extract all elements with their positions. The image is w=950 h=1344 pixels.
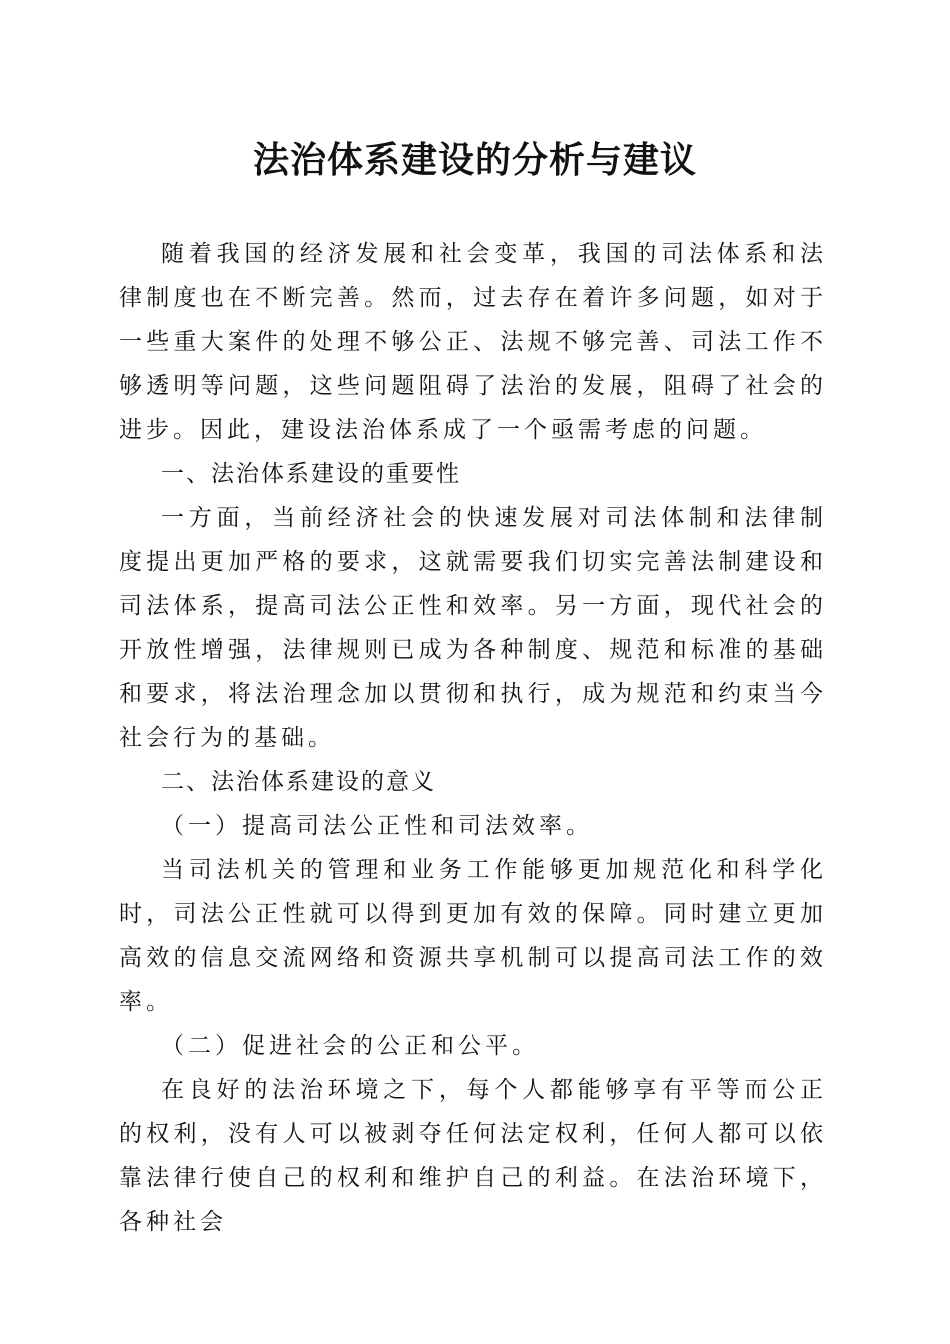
intro-paragraph: 随着我国的经济发展和社会变革，我国的司法体系和法律制度也在不断完善。然而，过去存在着许多问题，如对于一些重大案件的处理不够公正、法规不够完善、司法工作不够透明等问题，这些问题阻碍了法治的发展，阻碍了社会的进步。因此，建设法治体系成了一个亟需考虑的问题。	[119, 241, 827, 443]
subsection-paragraph-justice-efficiency: 当司法机关的管理和业务工作能够更加规范化和科学化时，司法公正性就可以得到更加有效的保障。同时建立更加高效的信息交流网络和资源共享机制可以提高司法工作的效率。	[119, 857, 827, 1015]
subsection-paragraph-social-fairness: 在良好的法治环境之下，每个人都能够享有平等而公正的权利，没有人可以被剥夺任何法定权利，任何人都可以依靠法律行使自己的权利和维护自己的利益。在法治环境下，各种社会	[119, 1077, 827, 1235]
section-paragraph-importance: 一方面，当前经济社会的快速发展对司法体制和法律制度提出更加严格的要求，这就需要我们切实完善法制建设和司法体系，提高司法公正性和效率。另一方面，现代社会的开放性增强，法律规则已成为各种制度、规范和标准的基础和要求，将法治理念加以贯彻和执行，成为规范和约束当今社会行为的基础。	[119, 505, 827, 751]
subsection-heading-justice-efficiency: （一）提高司法公正性和司法效率。	[161, 813, 593, 839]
section-heading-significance: 二、法治体系建设的意义	[161, 769, 436, 795]
section-heading-importance: 一、法治体系建设的重要性	[161, 461, 461, 487]
page-title: 法治体系建设的分析与建议	[252, 139, 697, 181]
subsection-heading-social-fairness: （二）促进社会的公正和公平。	[161, 1033, 539, 1059]
document-body	[119, 232, 827, 1244]
